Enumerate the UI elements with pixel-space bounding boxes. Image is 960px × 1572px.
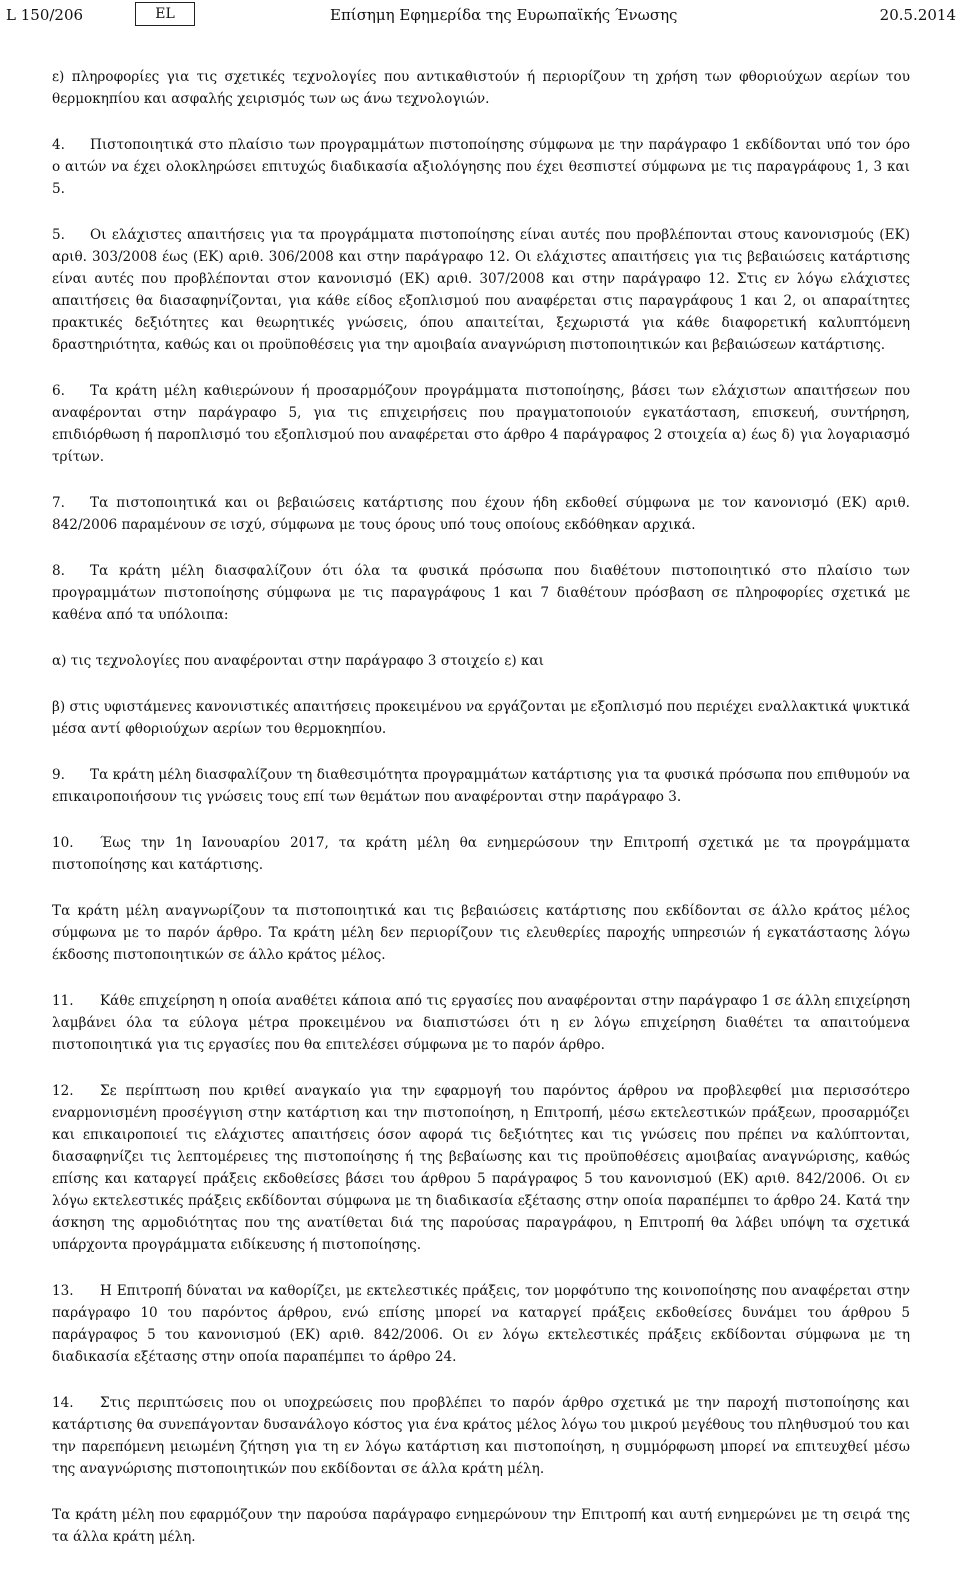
journal-reference: L 150/206: [6, 6, 84, 24]
paragraph-7: [52, 492, 910, 536]
document-body: [52, 66, 910, 1572]
paragraph-8: [52, 560, 910, 626]
paragraph-number: 9.: [52, 767, 65, 783]
paragraph-number: 11.: [52, 993, 74, 1009]
paragraph-text: Στις περιπτώσεις που οι υποχρεώσεις που προβλέπει το παρόν άρθρο σχετικά με την παροχή πιστοποίησης και κατάρτισης θα συνεπάγονταν δυσανάλογο κόστος για ένα κράτος μέλος λόγω του μικρού μεγέθους του πληθυσμού του και την παρεπόμενη μειωμένη ζήτηση για τη εν λόγω κατάρτιση και πιστοποίηση, η συμμόρφωση μπορεί να επιτευχθεί μέσω της αναγνώρισης πιστοποιητικών που εκδίδονται σε άλλα κράτη μέλη.: [52, 1395, 910, 1477]
paragraph-text: Η Επιτροπή δύναται να καθορίζει, με εκτελεστικές πράξεις, τον μορφότυπο της κοινοποίησης που αναφέρεται στην παράγραφο 10 του παρόντος άρθρου, ενώ επίσης μπορεί να καταργεί πράξεις εκδοθείσες δυνάμει του άρθρου 5 παράγραφος 5 του κανονισμού (ΕΚ) αριθ. 842/2006. Οι εν λόγω εκτελεστικές πράξεις εκδίδονται σύμφωνα με τη διαδικασία εξέτασης στην οποία παραπέμπει το άρθρο 24.: [52, 1283, 910, 1365]
paragraph-text: Τα πιστοποιητικά και οι βεβαιώσεις κατάρτισης που έχουν ήδη εκδοθεί σύμφωνα με τον κανονισμό (ΕΚ) αριθ. 842/2006 παραμένουν σε ισχύ, σύμφωνα με τους όρους υπό τους οποίους εκδόθηκαν αρχικά.: [52, 495, 910, 533]
publication-date: 20.5.2014: [879, 6, 956, 24]
paragraph-text: Τα κράτη μέλη καθιερώνουν ή προσαρμόζουν προγράμματα πιστοποίησης, βάσει των ελάχιστων απαιτήσεων που αναφέρονται στην παράγραφο 5, για τις επιχειρήσεις που πραγματοποιούν εγκατάσταση, επισκευή, συντήρηση, επιδιόρθωση ή παροπλισμό του εξοπλισμού που αναφέρεται στο άρθρο 4 παράγραφος 2 στοιχεία α) έως δ) για λογαριασμό τρίτων.: [52, 383, 910, 465]
paragraph-8-item-a: α) τις τεχνολογίες που αναφέρονται στην παράγραφο 3 στοιχείο ε) και: [52, 653, 544, 669]
paragraph-text: Κάθε επιχείρηση η οποία αναθέτει κάποια από τις εργασίες που αναφέρονται στην παράγραφο 1 σε άλλη επιχείρηση λαμβάνει όλα τα εύλογα μέτρα προκειμένου να διαπιστώσει ότι η εν λόγω επιχείρηση διαθέτει τα απαιτούμενα πιστοποιητικά για τις εργασίες που θα επιτελέσει σύμφωνα με το παρόν άρθρο.: [52, 993, 910, 1053]
paragraph-text: Τα κράτη μέλη διασφαλίζουν ότι όλα τα φυσικά πρόσωπα που διαθέτουν πιστοποιητικό στο πλαίσιο των προγραμμάτων πιστοποίησης σύμφωνα με τις παραγράφους 1 και 7 διαθέτουν πρόσβαση σε πληροφορίες σχετικά με καθένα από τα υπόλοιπα:: [52, 563, 910, 623]
journal-title: Επίσημη Εφημερίδα της Ευρωπαϊκής Ένωσης: [330, 6, 678, 24]
paragraph-number: 5.: [52, 227, 65, 243]
paragraph-number: 12.: [52, 1083, 74, 1099]
language-badge: EL: [135, 2, 195, 26]
paragraph-4: [52, 134, 910, 200]
paragraph-text: Πιστοποιητικά στο πλαίσιο των προγραμμάτων πιστοποίησης σύμφωνα με την παράγραφο 1 εκδίδονται υπό τον όρο ο αιτών να έχει ολοκληρώσει επιτυχώς διαδικασία αξιολόγησης που έχει θεσπιστεί σύμφωνα με τις παραγράφους 1, 3 και 5.: [52, 137, 910, 197]
paragraph-text: Σε περίπτωση που κριθεί αναγκαίο για την εφαρμογή του παρόντος άρθρου να προβλεφθεί μια περισσότερο εναρμονισμένη προσέγγιση στην κατάρτιση και την πιστοποίηση, η Επιτροπή, μέσω εκτελεστικών πράξεων, προσαρμόζει και επικαιροποιεί τις ελάχιστες απαιτήσεις όσον αφορά τις δεξιότητες και τις γνώσεις που πρέπει να καλύπτονται, διασαφηνίζει τις λεπτομέρειες της πιστοποίησης ή της βεβαίωσης και τις προϋποθέσεις αμοιβαίας αναγνώρισης, καθώς επίσης και καταργεί πράξεις εκδοθείσες βάσει του άρθρου 5 παράγραφος 5 του κανονισμού (ΕΚ) αριθ. 842/2006. Οι εν λόγω εκτελεστικές πράξεις εκδίδονται σύμφωνα με τη διαδικασία εξέτασης στην οποία παραπέμπει το άρθρο 24. Κατά την άσκηση της αρμοδιότητας που της ανατίθεται διά της παρούσας παραγράφου, η Επιτροπή θα λάβει υπόψη τα σχετικά υπάρχοντα προγράμματα ειδίκευσης ή πιστοποίησης.: [52, 1083, 910, 1253]
paragraph-number: 6.: [52, 383, 65, 399]
page-header: [0, 0, 960, 32]
paragraph-14: [52, 1392, 910, 1480]
paragraph-number: 7.: [52, 495, 65, 511]
paragraph-number: 8.: [52, 563, 65, 579]
paragraph-text: Έως την 1η Ιανουαρίου 2017, τα κράτη μέλη θα ενημερώσουν την Επιτροπή σχετικά με τα προγράμματα πιστοποίησης και κατάρτισης.: [52, 835, 910, 873]
paragraph-number: 13.: [52, 1283, 74, 1299]
paragraph-text: Τα κράτη μέλη διασφαλίζουν τη διαθεσιμότητα προγραμμάτων κατάρτισης για τα φυσικά πρόσωπα που επιθυμούν να επικαιροποιήσουν τις γνώσεις τους επί των θεμάτων που αναφέρονται στην παράγραφο 3.: [52, 767, 910, 805]
paragraph-item-e: ε) πληροφορίες για τις σχετικές τεχνολογίες που αντικαθιστούν ή περιορίζουν τη χρήση των φθοριούχων αερίων του θερμοκηπίου και ασφαλής χειρισμός των ως άνω τεχνολογιών.: [52, 69, 910, 107]
paragraph-10-continued: Τα κράτη μέλη αναγνωρίζουν τα πιστοποιητικά και τις βεβαιώσεις κατάρτισης που εκδίδονται σε άλλο κράτος μέλος σύμφωνα με το παρόν άρθρο. Τα κράτη μέλη δεν περιορίζουν τις ελευθερίες παροχής υπηρεσιών ή εγκατάστασης λόγω έκδοσης πιστοποιητικών σε άλλο κράτος μέλος.: [52, 903, 910, 963]
paragraph-number: 4.: [52, 137, 65, 153]
paragraph-9: [52, 764, 910, 808]
paragraph-number: 14.: [52, 1395, 74, 1411]
paragraph-number: 10.: [52, 835, 74, 851]
paragraph-6: [52, 380, 910, 468]
paragraph-8-item-b: β) στις υφιστάμενες κανονιστικές απαιτήσεις προκειμένου να εργάζονται με εξοπλισμό που περιέχει εναλλακτικά ψυκτικά μέσα αντί φθοριούχων αερίων του θερμοκηπίου.: [52, 699, 910, 737]
paragraph-10: [52, 832, 910, 876]
paragraph-text: Οι ελάχιστες απαιτήσεις για τα προγράμματα πιστοποίησης είναι αυτές που προβλέπονται στους κανονισμούς (ΕΚ) αριθ. 303/2008 έως (ΕΚ) αριθ. 306/2008 και στην παράγραφο 12. Οι ελάχιστες απαιτήσεις για τις βεβαιώσεις κατάρτισης είναι αυτές που προβλέπονται στον κανονισμό (ΕΚ) αριθ. 307/2008 και στην παράγραφο 12. Στις εν λόγω ελάχιστες απαιτήσεις θα διασαφηνίζονται, για κάθε είδος εξοπλισμού που αναφέρεται στις παραγράφους 1 και 2, οι απαραίτητες πρακτικές δεξιότητες και θεωρητικές γνώσεις, όπου απαιτείται, ξεχωριστά για κάθε διαφορετική καλυπτόμενη δραστηριότητα, καθώς και οι προϋποθέσεις για την αμοιβαία αναγνώριση πιστοποιητικών και βεβαιώσεων κατάρτισης.: [52, 227, 910, 353]
paragraph-11: [52, 990, 910, 1056]
paragraph-14-continued: Τα κράτη μέλη που εφαρμόζουν την παρούσα παράγραφο ενημερώνουν την Επιτροπή και αυτή ενημερώνει με τη σειρά της τα άλλα κράτη μέλη.: [52, 1507, 910, 1545]
paragraph-12: [52, 1080, 910, 1256]
paragraph-5: [52, 224, 910, 356]
paragraph-13: [52, 1280, 910, 1368]
